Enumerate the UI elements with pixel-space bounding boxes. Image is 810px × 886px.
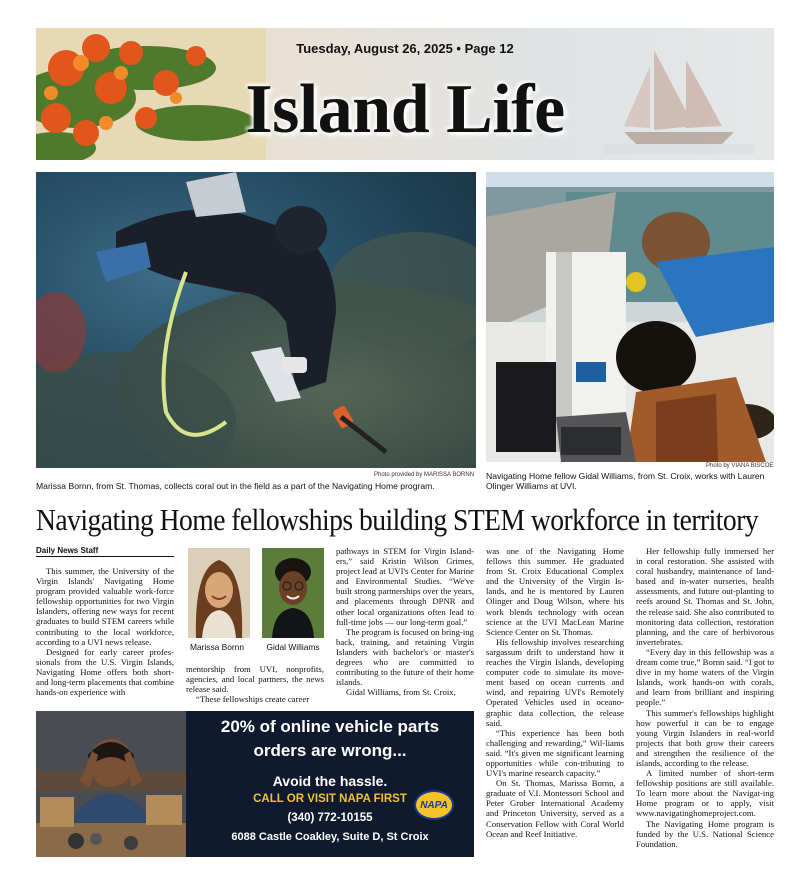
lab-photo-image [486, 172, 774, 462]
paragraph: On St. Thomas, Marissa Bornn, a graduate of V.I. Montessori School and Peter Gruber International Academy and Princeton University, served as a Conservation Fellow with Coral World Ocean and Reef Initiative. [486, 778, 624, 839]
portrait-image [262, 548, 324, 638]
napa-advertisement[interactable] [36, 711, 474, 857]
article-column-5 [636, 546, 774, 849]
photo-credit-right: Photo by VIANA BISCOE [706, 463, 774, 469]
diver-photo-image [36, 172, 476, 468]
ad-photo-frustrated-person [36, 711, 186, 857]
byline: Daily News Staff [36, 546, 174, 557]
paragraph: pathways in STEM for Virgin Island-ers,” said Kristin Wilson Grimes, project lead at UVI's Center for Marine and Environmental Studies. “We've built strong partnerships over the years, and placements through DPNR and other local organizations often lead to full-time jobs — our long-term goal.” [336, 546, 474, 627]
paragraph: This summer's fellowships highlight how powerful it can be to engage young Virgin Islanders in real-world projects that both grow their careers and strengthen the resilience of the islands, according to the release. [636, 707, 774, 768]
dateline: Tuesday, August 26, 2025 • Page 12 [296, 41, 514, 56]
portrait-gidal-williams [262, 548, 324, 638]
ad-headline-line2: orders are wrong... [253, 741, 407, 760]
article-column-2 [186, 664, 324, 704]
paragraph: Gidal Williams, from St. Croix, [346, 687, 456, 698]
ad-address: 6088 Castle Coakley, Suite D, St Croix [231, 831, 429, 843]
napa-logo: NAPA [414, 790, 454, 820]
paragraph: “Every day in this fellowship was a dream come true,” Bornn said. “I got to dive in my home waters of the Virgin Islands, work hands-on with corals, and learn from brilliant and inspiring people.” [636, 646, 774, 708]
portrait-marissa-bornn [188, 548, 250, 638]
paragraph: was one of the Navigating Home fellows this summer. He graduated from St. Croix Educational Complex and the University of the Virgin Is-lands, and he is mentored by Lauren Olinger and Doug Wilson, where his work blends technology with ocean science at the UVI MacLean Marine Science Center on St. Thomas. [486, 546, 624, 637]
section-title: Island Life [245, 71, 565, 148]
photo-credit-left: Photo provided by MARISSA BORNN [374, 472, 475, 478]
paragraph: Designed for early career profes-sionals from the U.S. Virgin Islands, Navigating Home offers both short- and long-term placements that combine hands-on experience with [36, 646, 174, 698]
ad-headline-line1: 20% of online vehicle parts [220, 717, 440, 736]
portrait-image [188, 548, 250, 638]
paragraph: “This experience has been both challenging and rewarding,” Wil-liams said. “It's given me significant learning opportunities while con-tributing to UVI's marine research capacity.” [486, 727, 624, 779]
ad-headline [186, 715, 474, 763]
ad-photo-image [36, 711, 186, 857]
ad-call-to-action: CALL OR VISIT NAPA FIRST [253, 793, 407, 805]
ad-subhead: Avoid the hassle. [272, 773, 388, 789]
paragraph: mentorship from UVI, nonprofits, agencies, and local partners, the news release said. [186, 664, 324, 695]
ad-phone[interactable]: (340) 772-10155 [287, 812, 373, 824]
paragraph: The Navigating Home program is funded by the U.S. National Science Foundation. [636, 818, 774, 849]
photo-caption-right: Navigating Home fellow Gidal Williams, from St. Croix, works with Lauren Olinger Williams at UVI. [486, 471, 765, 491]
lab-photo [486, 172, 774, 462]
paragraph: “These fellowships create career [196, 694, 310, 705]
masthead-banner [36, 28, 774, 160]
article-column-4 [486, 546, 624, 839]
paragraph: This summer, the University of the Virgin Islands' Navigating Home program provided valuable work-force fellowship opportunities for two Virgin Islanders, offering new ways for recent graduates to build STEM careers while contributing to the local workforce, according to a UVI news release. [36, 566, 174, 647]
article-headline: Navigating Home fellowships building STEM workforce in territory [36, 502, 759, 537]
paragraph: His fellowship involves researching sargassum drift to understand how it reaches the Virgin Islands, developing computer code to simulate its move-ment based on ocean currents and wind, and repairing UVI's Remotely Operated Vehicles used in oceano-graphic data collection, the release said. [486, 636, 624, 728]
paragraph: A limited number of short-term fellowship positions are still available. To learn more about the Navigat-ing Home program or to apply, visit www.navigatinghomeproject.com. [636, 768, 774, 819]
diver-photo [36, 172, 476, 468]
portrait-caption: Gidal Williams [266, 642, 320, 652]
paragraph: Her fellowship fully immersed her in coral restoration. She assisted with coral husbandry, maintenance of land-based and in-water nurseries, health assessments, and future out-planting to reefs around St. Thomas and St. John, the release said. She also contributed to monitoring data collection, restoration planning, and the care of herbivorous invertebrates. [636, 546, 774, 647]
article-column-3 [336, 546, 474, 697]
photo-caption-left: Marissa Bornn, from St. Thomas, collects coral out in the field as a part of the Navigating Home program. [36, 481, 435, 491]
article-column-1 [36, 566, 174, 697]
paragraph: The program is focused on bring-ing back, training, and retaining Virgin Islanders with bachelor's or master's degrees who are committed to contributing to the future of their home islands. [336, 626, 474, 688]
portrait-caption: Marissa Bornn [190, 642, 244, 652]
